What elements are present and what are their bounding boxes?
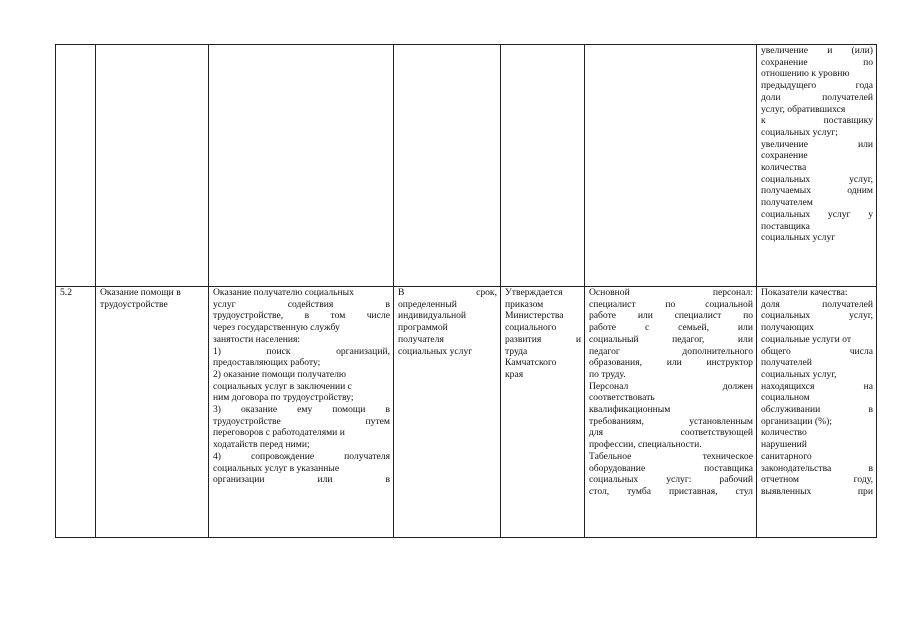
- text-line: сохранение: [761, 150, 808, 162]
- text-word: (или): [851, 45, 873, 56]
- cell-conditions: [585, 287, 757, 538]
- text-line: [761, 474, 873, 486]
- text-line: санитарного: [761, 450, 812, 462]
- text-word: содействия: [287, 298, 334, 310]
- text-word: поставщика: [704, 462, 753, 474]
- text-word: 4): [213, 450, 221, 462]
- text-line: социального: [505, 322, 557, 334]
- table-row-previous: [56, 45, 877, 287]
- text-word: находящихся: [761, 380, 815, 392]
- text-word: услуг:: [666, 474, 692, 486]
- text-word: трудоустройстве: [213, 415, 281, 427]
- text-word: услуг,: [849, 310, 873, 322]
- text-word: оборудование: [589, 462, 646, 474]
- text-word: увеличение: [761, 138, 809, 150]
- text-line: получателя: [398, 333, 444, 345]
- text-word: оказание: [241, 404, 278, 416]
- text-word: или: [857, 138, 873, 150]
- text-word: социальных: [761, 208, 811, 220]
- text-word: приставная,: [668, 485, 718, 497]
- text-line: [761, 346, 873, 358]
- text-line: социальном: [761, 392, 810, 404]
- text-word: году,: [853, 474, 873, 486]
- text-word: организации: [213, 474, 265, 486]
- text-line: [589, 346, 753, 358]
- text-word: должен: [722, 380, 753, 392]
- cell-tariff: [501, 287, 585, 538]
- text-word: том: [330, 310, 346, 322]
- text-line: приказом: [505, 298, 544, 310]
- text-line: ходатайств перед ними;: [213, 439, 310, 451]
- text-line: [589, 463, 753, 475]
- text-word: организаций,: [336, 345, 390, 357]
- text-word: социальных: [761, 310, 811, 322]
- text-line: [505, 334, 581, 346]
- text-word: при: [857, 485, 873, 497]
- text-line: труда: [505, 345, 528, 357]
- text-line: Показатели качества:: [761, 287, 848, 298]
- text-line: [761, 299, 873, 311]
- text-line: профессии, специальности.: [589, 439, 702, 451]
- text-line: [761, 139, 873, 151]
- text-line: программой: [398, 322, 448, 334]
- text-word: получателей: [822, 91, 873, 103]
- cell-conditions-empty: [585, 45, 757, 287]
- text-line: [589, 322, 753, 334]
- text-line: [589, 486, 753, 498]
- row-number: 5.2: [60, 287, 72, 298]
- text-word: Табельное: [589, 450, 632, 462]
- text-word: персонал:: [712, 287, 753, 298]
- text-word: в: [385, 474, 390, 486]
- text-line: [213, 299, 390, 311]
- table-row-5-2: [56, 287, 877, 538]
- cell-row-number: [56, 287, 96, 538]
- text-word: развития: [505, 333, 542, 345]
- text-line: [761, 174, 873, 186]
- text-word: и: [827, 45, 833, 56]
- text-line: получателем: [761, 197, 813, 209]
- cell-indicators-continued: [757, 45, 877, 287]
- text-line: социальных услуг в заключении с: [213, 380, 352, 392]
- text-line: количество: [761, 427, 807, 439]
- cell-description-empty: [209, 45, 394, 287]
- text-line: предоставляющих работу;: [213, 357, 321, 369]
- text-word: в: [385, 298, 390, 310]
- text-word: у: [868, 208, 873, 220]
- text-word: на: [863, 380, 873, 392]
- text-word: увеличение: [761, 45, 809, 56]
- text-line: Камчатского: [505, 357, 557, 369]
- text-word: числа: [849, 345, 873, 357]
- text-word: предыдущего: [761, 80, 817, 92]
- service-name: Оказание помощи в трудоустройстве: [100, 287, 181, 310]
- text-line: социальных услуг: [761, 232, 836, 244]
- text-line: [761, 404, 873, 416]
- text-line: [761, 486, 873, 498]
- text-line: нарушений: [761, 439, 807, 451]
- text-line: [589, 427, 753, 439]
- text-line: социальных услуг в указанные: [213, 462, 340, 474]
- text-word: социальных: [589, 474, 639, 486]
- text-word: по: [863, 56, 873, 68]
- text-word: стол,: [589, 485, 610, 497]
- text-word: получателя: [344, 450, 390, 462]
- text-word: выявленных: [761, 485, 812, 497]
- text-line: [761, 57, 873, 69]
- text-word: Основной: [589, 287, 630, 298]
- text-line: Оказание получателю социальных: [213, 287, 354, 298]
- text-line: [213, 404, 390, 416]
- text-line: [589, 474, 753, 486]
- text-word: 1): [213, 345, 221, 357]
- text-line: [589, 357, 753, 369]
- text-line: [761, 80, 873, 92]
- text-line: [589, 416, 753, 428]
- text-line: индивидуальной: [398, 310, 467, 322]
- text-word: рабочий: [719, 474, 753, 486]
- cell-term-empty: [394, 45, 501, 287]
- text-word: сохранение: [761, 56, 808, 68]
- text-line: [589, 287, 753, 299]
- text-word: требованиям,: [589, 415, 644, 427]
- text-word: срок,: [476, 287, 497, 298]
- text-word: в: [868, 404, 873, 416]
- text-word: по: [743, 310, 753, 322]
- text-line: [213, 416, 390, 428]
- text-line: определенный: [398, 298, 457, 310]
- text-word: трудоустройстве,: [213, 310, 284, 322]
- text-line: [761, 463, 873, 475]
- text-word: семьей,: [678, 322, 710, 334]
- text-line: соответствовать: [589, 392, 655, 404]
- text-word: социальный: [589, 333, 639, 345]
- text-word: доли: [761, 91, 781, 103]
- text-word: специалист: [674, 310, 722, 322]
- text-word: ему: [297, 404, 313, 416]
- services-table: [55, 44, 877, 538]
- text-word: одним: [847, 185, 873, 197]
- text-word: поставщику: [823, 115, 873, 127]
- text-line: Утверждается: [505, 287, 563, 298]
- text-word: для: [589, 427, 604, 439]
- text-line: получателей: [761, 357, 812, 369]
- text-line: [213, 310, 390, 322]
- text-word: педагог: [589, 345, 620, 357]
- text-line: переговоров с работодателями и: [213, 427, 345, 439]
- text-word: стул: [735, 485, 753, 497]
- text-word: сопровождение: [251, 450, 315, 462]
- text-line: услуг, обратившихся: [761, 103, 846, 115]
- cell-service-name-empty: [96, 45, 209, 287]
- text-line: [761, 45, 873, 57]
- text-word: техническое: [702, 450, 753, 462]
- text-word: в: [868, 462, 873, 474]
- text-word: или: [317, 474, 333, 486]
- text-word: соответствующей: [680, 427, 753, 439]
- text-word: или: [737, 333, 753, 345]
- text-line: [213, 451, 390, 463]
- cell-service-name: [96, 287, 209, 538]
- text-word: тумба: [627, 485, 652, 497]
- text-line: социальных услуг: [398, 345, 473, 357]
- text-line: [213, 474, 390, 486]
- text-line: [761, 209, 873, 221]
- text-line: [589, 299, 753, 311]
- text-word: помощи: [332, 404, 366, 416]
- text-word: работе: [589, 322, 617, 334]
- text-word: услуг: [827, 208, 851, 220]
- text-line: края: [505, 368, 524, 380]
- text-line: ним договора по трудоустройству;: [213, 392, 354, 404]
- text-word: В: [398, 287, 405, 298]
- text-word: дополнительного: [682, 345, 753, 357]
- text-word: года: [855, 80, 873, 92]
- cell-term: [394, 287, 501, 538]
- cell-description: [209, 287, 394, 538]
- text-word: получателей: [822, 298, 873, 310]
- text-line: получающих: [761, 322, 814, 334]
- text-line: [761, 115, 873, 127]
- text-line: социальные услуги от: [761, 333, 852, 345]
- text-word: 3): [213, 404, 221, 416]
- text-line: отношению к уровню: [761, 68, 850, 80]
- text-word: в: [304, 310, 310, 322]
- text-line: по труду.: [589, 368, 626, 380]
- cell-indicators: [757, 287, 877, 538]
- text-word: или: [637, 310, 653, 322]
- text-line: [761, 381, 873, 393]
- text-word: социальной: [705, 298, 753, 310]
- text-line: социальных услуг,: [761, 368, 837, 380]
- text-word: социальных: [761, 173, 811, 185]
- text-word: специалист: [589, 298, 636, 310]
- text-line: занятости населения:: [213, 333, 301, 345]
- text-line: организации (%);: [761, 415, 832, 427]
- text-word: числе: [366, 310, 390, 322]
- text-line: социальных услуг;: [761, 126, 838, 138]
- text-word: законодательства: [761, 462, 832, 474]
- text-word: образования,: [589, 357, 643, 369]
- text-word: услуг: [213, 298, 236, 310]
- text-line: поставщика: [761, 220, 810, 232]
- text-word: путем: [365, 415, 390, 427]
- text-line: [589, 451, 753, 463]
- text-word: и: [575, 333, 581, 345]
- text-word: общего: [761, 345, 791, 357]
- text-word: работе: [589, 310, 617, 322]
- text-word: к: [761, 115, 766, 127]
- text-line: квалификационным: [589, 404, 671, 416]
- text-line: [761, 185, 873, 197]
- text-line: через государственную службу: [213, 322, 340, 334]
- text-line: [761, 92, 873, 104]
- text-word: отчетном: [761, 474, 799, 486]
- cell-tariff-empty: [501, 45, 585, 287]
- text-word: с: [644, 322, 650, 334]
- text-word: или: [666, 357, 682, 369]
- text-word: педагог,: [672, 333, 705, 345]
- text-word: услуг,: [849, 173, 873, 185]
- text-line: 2) оказание помощи получателю: [213, 368, 347, 380]
- text-word: или: [737, 322, 753, 334]
- text-word: доля: [761, 298, 780, 310]
- text-word: обслуживании: [761, 404, 821, 416]
- text-word: Персонал: [589, 380, 629, 392]
- text-line: [761, 310, 873, 322]
- text-line: [589, 334, 753, 346]
- text-line: Министерства: [505, 310, 564, 322]
- text-word: по: [665, 298, 676, 310]
- text-word: инструктор: [706, 357, 753, 369]
- text-word: установленным: [689, 415, 753, 427]
- text-line: количества: [761, 162, 807, 174]
- text-line: [589, 310, 753, 322]
- text-word: поиск: [266, 345, 291, 357]
- text-word: получаемых: [761, 185, 812, 197]
- text-line: [213, 346, 390, 358]
- cell-number-empty: [56, 45, 96, 287]
- text-line: [398, 287, 497, 299]
- text-line: [589, 381, 753, 393]
- text-word: в: [385, 404, 390, 416]
